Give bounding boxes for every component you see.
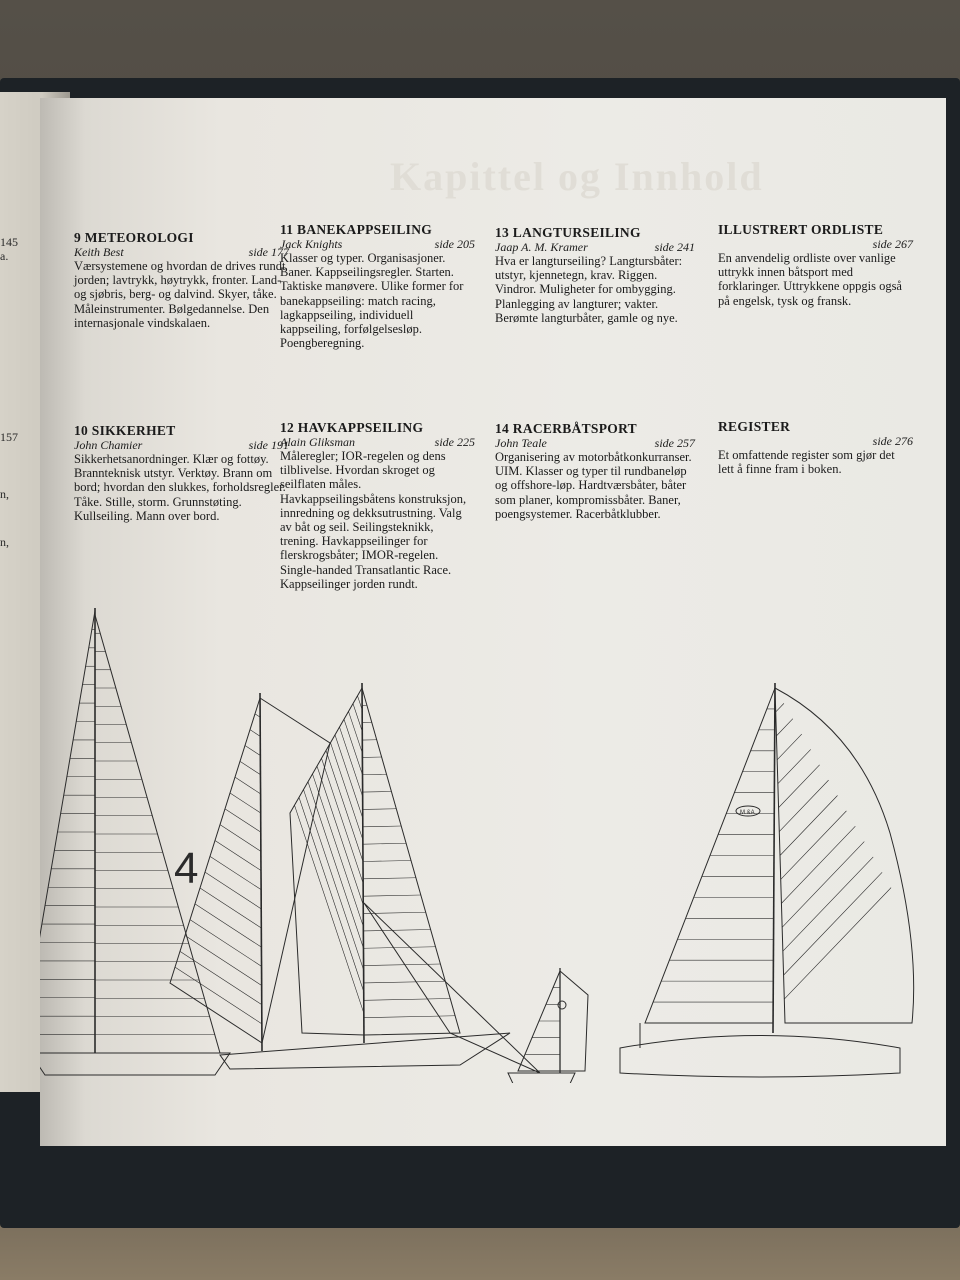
section-author: Alain Gliksman bbox=[280, 435, 355, 449]
section-text: Klasser og typer. Organisasjoner. Baner. Kappseilingsregler. Starten. Taktiske manøvere. Ulike former for banekappseiling: match racing, lagkappseiling, individuell kappseiling, forfølgelsesløp. Poengberegning. bbox=[280, 251, 464, 351]
section-heading: ILLUSTRERT ORDLISTE bbox=[718, 222, 884, 237]
section-page: side 241 bbox=[654, 240, 695, 254]
section-author: Jaap A. M. Kramer bbox=[495, 240, 588, 254]
sail-number: 4 bbox=[174, 844, 199, 893]
section-heading: REGISTER bbox=[718, 419, 791, 434]
section-author: John Chamier bbox=[74, 438, 143, 452]
section-meteorologi bbox=[74, 230, 289, 330]
sail-insignia: M.&A bbox=[740, 810, 755, 816]
section-page: side 191 bbox=[248, 438, 289, 452]
section-illustrert-ordliste bbox=[718, 222, 913, 308]
section-page: side 225 bbox=[434, 435, 475, 449]
section-text: Et omfattende register som gjør det lett å finne fram i boken. bbox=[718, 448, 895, 477]
section-langturseiling bbox=[495, 225, 695, 325]
section-heading: 10 SIKKERHET bbox=[74, 423, 176, 438]
section-text: Måleregler; IOR-regelen og dens tilblivelse. Hvordan skroget og seilflaten måles. Havkappseilingsbåtens konstruksjon, innredning og dekksutrustning. Valg av båt og seil. Seilingsteknikk, trening. Havkappseilinger for flerskrogsbåter; IMOR-regelen. Single-handed Transatlantic Race. Kappseilinger jorden rundt. bbox=[280, 449, 467, 591]
left-page-fragment: n, bbox=[0, 535, 9, 549]
section-text: Hva er langturseiling? Langtursbåter: utstyr, kjennetegn, krav. Riggen. Vindror. Muligheter for ombygging. Planlegging av langturer; vakter. Berømte langturbåter, gamle og nye. bbox=[495, 254, 683, 325]
section-heading: 13 LANGTURSEILING bbox=[495, 225, 641, 240]
section-page: side 205 bbox=[434, 237, 475, 251]
section-page: side 257 bbox=[654, 436, 695, 450]
section-heading: 9 METEOROLOGI bbox=[74, 230, 194, 245]
left-page-fragment: 145 bbox=[0, 235, 18, 249]
section-text: Sikkerhetsanordninger. Klær og fottøy. Brannteknisk utstyr. Verktøy. Brann om bord; hvordan den slukkes, forholdsregler. Tåke. Stille, storm. Grunnstøting. Kullseiling. Mann over bord. bbox=[74, 452, 286, 523]
left-page-fragment: 157 bbox=[0, 430, 18, 444]
section-text: En anvendelig ordliste over vanlige uttrykk innen båtsport med forklaringer. Uttrykkene oppgis også på engelsk, tysk og fransk. bbox=[718, 251, 902, 308]
left-page-fragment: n, bbox=[0, 487, 9, 501]
sloop-drawing bbox=[40, 608, 230, 1075]
schooner-drawing bbox=[170, 683, 540, 1073]
section-racerbatsport bbox=[495, 421, 695, 521]
sailboat-illustration bbox=[40, 603, 946, 1083]
section-sikkerhet bbox=[74, 423, 289, 523]
section-text: Organisering av motorbåtkonkurranser. UIM. Klasser og typer til rundbaneløp og offshore-løp. Hardtværsbåter, båter som planer, kompromissbåter. Baner, poengsystemer. Racerbåtklubber. bbox=[495, 450, 692, 521]
dinghy-drawing bbox=[508, 968, 588, 1083]
section-text: Værsystemene og hvordan de drives rundt jorden; lavtrykk, høytrykk, fronter. Land- og sjøbris, berg- og dalvind. Skyer, tåke. Måleinstrumenter. Bølgedannelse. Den internasjonale vindskalaen. bbox=[74, 259, 286, 330]
section-page: side 276 bbox=[872, 434, 913, 448]
background-heading: Kapittel og Innhold bbox=[390, 154, 764, 199]
section-page: side 267 bbox=[872, 237, 913, 251]
section-banekappseiling bbox=[280, 222, 475, 350]
section-heading: 11 BANEKAPPSEILING bbox=[280, 222, 433, 237]
section-author: Jack Knights bbox=[280, 237, 343, 251]
left-page-fragment: a. bbox=[0, 249, 9, 263]
section-heading: 12 HAVKAPPSEILING bbox=[280, 420, 424, 435]
book-page bbox=[40, 98, 946, 1146]
racer-drawing bbox=[620, 683, 914, 1077]
section-heading: 14 RACERBÅTSPORT bbox=[495, 421, 637, 436]
section-havkappseiling bbox=[280, 420, 475, 591]
section-register bbox=[718, 419, 913, 476]
section-author: John Teale bbox=[495, 436, 547, 450]
section-author: Keith Best bbox=[74, 245, 124, 259]
section-page: side 177 bbox=[248, 245, 289, 259]
